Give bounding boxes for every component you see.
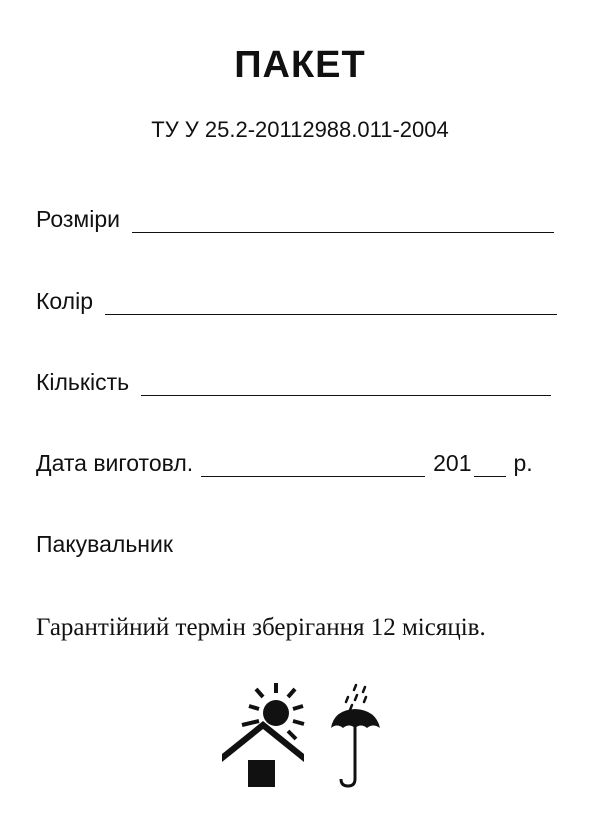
size-blank-line bbox=[132, 208, 554, 233]
year-suffix: р. bbox=[513, 450, 533, 476]
warranty-text: Гарантійний термін зберігання 12 місяців. bbox=[36, 614, 486, 641]
packer-label: Пакувальник bbox=[36, 531, 173, 557]
quantity-row bbox=[36, 368, 551, 396]
color-row bbox=[36, 287, 557, 315]
quantity-blank-line bbox=[141, 371, 551, 396]
year-prefix: 201 bbox=[433, 450, 472, 476]
keep-away-from-sunlight-icon bbox=[218, 683, 310, 791]
color-label: Колір bbox=[36, 288, 94, 314]
document-title: ПАКЕТ bbox=[234, 44, 366, 86]
size-row bbox=[36, 205, 554, 233]
packer-row bbox=[36, 530, 173, 558]
keep-dry-umbrella-icon bbox=[326, 683, 386, 791]
spec-code: ТУ У 25.2-20112988.011-2004 bbox=[151, 117, 449, 142]
year-blank-line bbox=[474, 452, 506, 477]
date-blank-line bbox=[201, 452, 425, 477]
quantity-label: Кількість bbox=[36, 369, 130, 395]
size-label: Розміри bbox=[36, 206, 120, 232]
color-blank-line bbox=[105, 290, 557, 315]
date-label: Дата виготовл. bbox=[36, 450, 194, 476]
date-row bbox=[36, 449, 533, 477]
